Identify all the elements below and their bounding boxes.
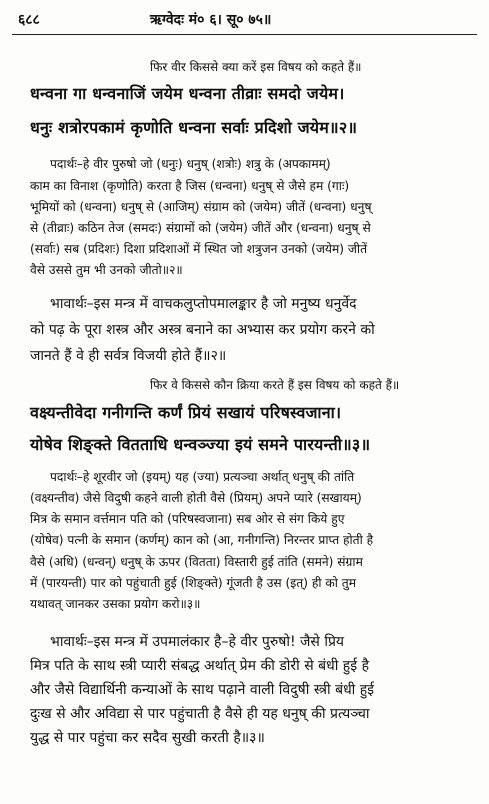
page-number: ६८८ (18, 12, 40, 28)
section1-mantra-line1: धन्वना गा धन्वनाजिं जयेम धन्वना तीव्राः समदो जयेम। (30, 84, 345, 103)
header-rule (12, 34, 477, 35)
section2-bhavartha-line: मित्र पति के साथ स्त्री प्यारी संबद्ध अर्थात् प्रेम की डोरी से बंधी हुई है (30, 658, 369, 674)
section1-intro: फिर वीर किससे क्या करें इस विषय को कहते हैं॥ (150, 60, 362, 74)
section1-mantra-line2: धनुः शत्रोरपकामं कृणोति धन्वना सर्वाः प्रदिशो जयेम॥२॥ (30, 118, 358, 137)
section1-padartha-line: पदार्थः–हे वीर पुरुषो जो (धनुः) धनुष् (शत्रोः) शत्रु के (अपकामम्) (50, 157, 331, 171)
section2-bhavartha-line: और जैसे विद्यार्थिनी कन्याओं के साथ पढ़ाने वाली विदुषी स्त्री बंधी हुई (30, 682, 375, 698)
section2-mantra-line2: योषेव शिङ्क्ते वितताधि धन्वञ्ज्या इयं समने पारयन्ती॥३॥ (30, 435, 371, 454)
section2-mantra-line1: वक्ष्यन्तीवेदा गनीगन्ति कर्णं प्रियं सखायं परिषस्वजाना। (30, 403, 342, 422)
section2-padartha-line: पदार्थः–हे शूरवीर जो (इयम्) यह (ज्या) प्रत्यञ्चा अर्थात् धनुष् की तांति (50, 470, 355, 484)
section1-padartha-line: से (तीव्राः) कठिन तेज (समदः) संग्रामों को (जयेम) जीतें और (धन्वना) धनुष् से (30, 221, 371, 235)
section2-bhavartha-line: दुःख से और अविद्या से पार पहुंचाती है वैसे ही यह धनुष् की प्रत्यञ्चा (30, 706, 370, 722)
section2-padartha-line: में (पारयन्ती) पार को पहुंचाती हुई (शिङ्क्ते) गूंजती है उस (इत्) ही को तुम (30, 576, 356, 590)
section2-padartha-line: (वक्ष्यन्तीव) जैसे विदुषी कहने वाली होती वैसे (प्रियम्) अपने प्यारे (सखायम्) (30, 491, 362, 505)
section1-padartha-line: भूमियों को (धन्वना) धनुष् से (आजिम्) संग्राम को (जयेम) जीतें (धन्वना) धनुष् (30, 200, 372, 214)
section2-padartha-line: मित्र के समान वर्त्तमान पति को (परिषस्वजाना) सब ओर से संग किये हुए (30, 512, 345, 526)
section2-intro: फिर वे किससे कौन क्रिया करते हैं इस विषय को कहते हैं॥ (150, 378, 400, 392)
section2-bhavartha-line: भावार्थः–इस मन्त्र में उपमालंकार है–हे वीर पुरुषो! जैसे प्रिय (50, 634, 345, 650)
running-title: ऋग्वेदः मं० ६। सू० ७५॥ (150, 12, 272, 28)
section2-padartha-line: वैसे (अधि) (धन्वन्) धनुष् के ऊपर (वितता) विस्तारी हुई तांति (समने) संग्राम (30, 555, 363, 569)
section2-bhavartha-line: युद्ध से पार पहुंचा कर सदैव सुखी करती है॥३॥ (30, 730, 265, 746)
section2-padartha-line: (योषेव) पत्नी के समान (कर्णम्) कान को (आ, गनीगन्ति) निरन्तर प्राप्त होती है (30, 533, 374, 547)
section1-padartha-line: (सर्वाः) सब (प्रदिशः) दिशा प्रदिशाओं में स्थित जो शत्रुजन उनको (जयेम) जीतें (30, 242, 368, 256)
section1-bhavartha-line: जानते हैं वे ही सर्वत्र विजयी होते हैं॥२॥ (30, 348, 227, 364)
section1-bhavartha-line: भावार्थः–इस मन्त्र में वाचकलुप्तोपमालङ्कार है जो मनुष्य धनुर्वेद (50, 296, 357, 312)
section2-padartha-line: यथावत् जानकर उसका प्रयोग करो॥३॥ (30, 597, 201, 611)
section1-padartha-line: काम का विनाश (कृणोति) करता है जिस (धन्वना) धनुष् से जैसे हम (गाः) (30, 179, 350, 193)
section1-padartha-line: वैसे उससे तुम भी उनको जीतो॥२॥ (30, 263, 183, 277)
section1-bhavartha-line: को पढ़ के पूरा शस्त्र और अस्त्र बनाने का अभ्यास कर प्रयोग करने को (30, 322, 375, 338)
